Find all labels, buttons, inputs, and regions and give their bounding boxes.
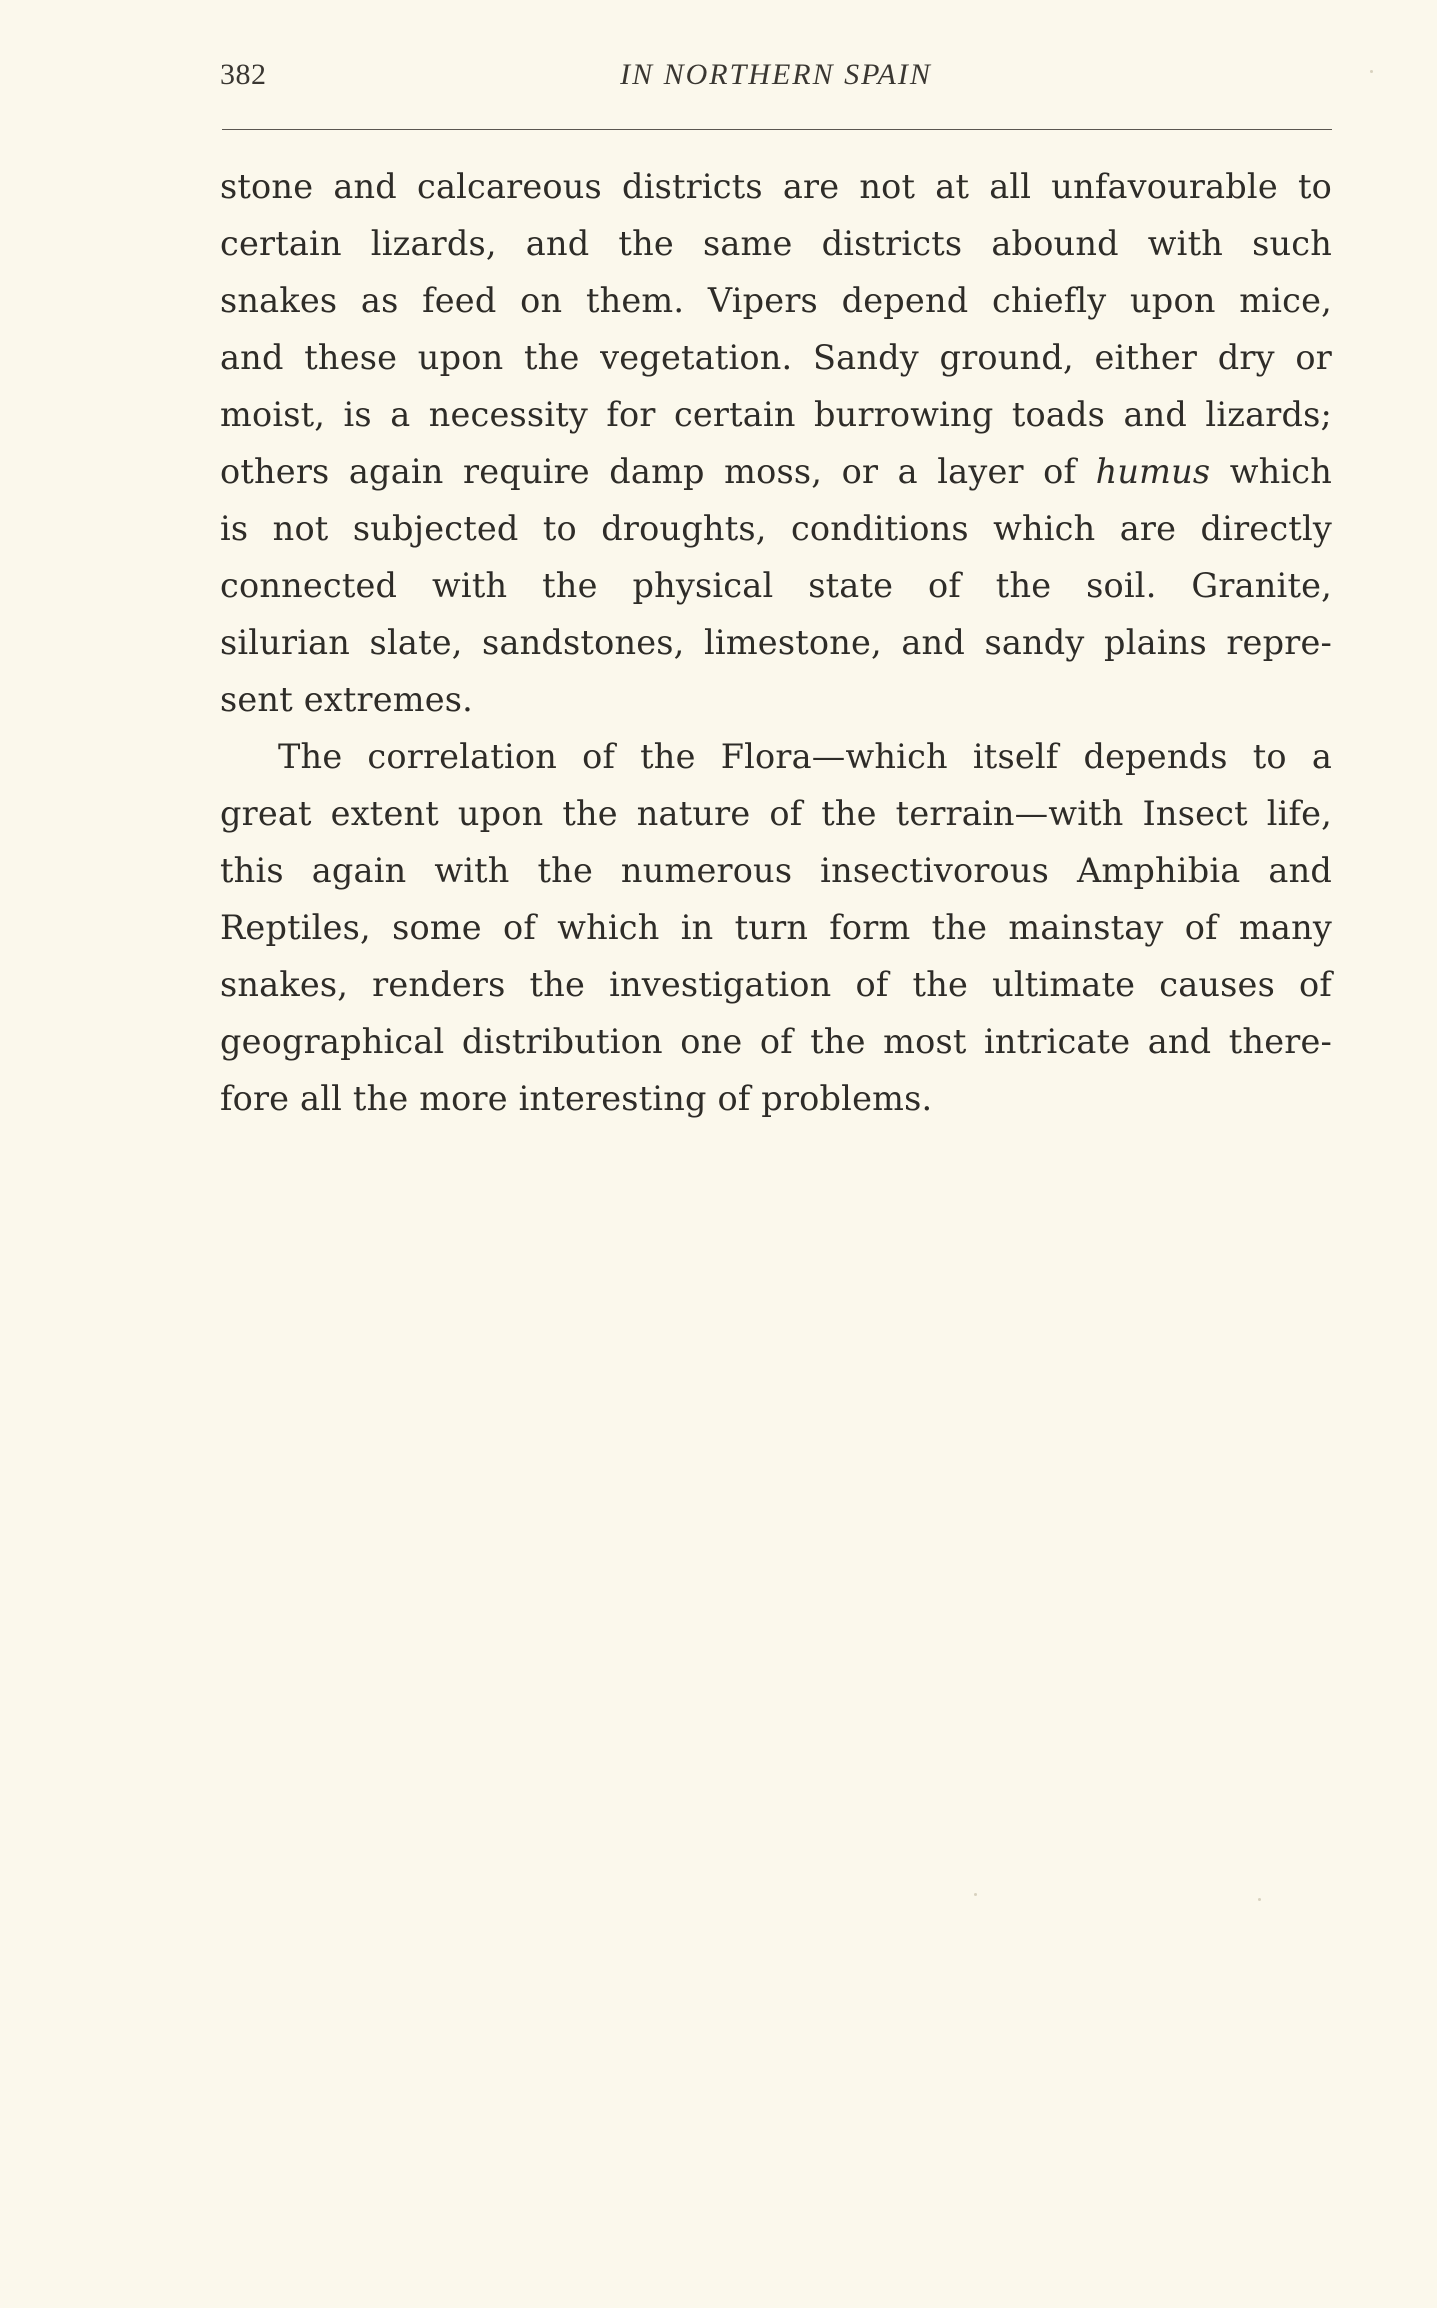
text-line xyxy=(220,386,1332,443)
text-segment: others again require damp moss, or a layer of xyxy=(220,452,1096,491)
text-segment: snakes, renders the investigation of the ultimate causes of xyxy=(220,965,1332,1004)
text-segment: this again with the numerous insectivorous Amphibia and xyxy=(220,851,1332,890)
text-segment: and these upon the vegetation. Sandy ground, either dry or xyxy=(220,338,1332,377)
text-line xyxy=(220,728,1332,785)
text-line xyxy=(220,842,1332,899)
text-segment: which xyxy=(1210,452,1333,491)
running-head xyxy=(218,52,1334,100)
text-line xyxy=(220,899,1332,956)
text-line xyxy=(220,1013,1332,1070)
text-segment: connected with the physical state of the soil. Granite, xyxy=(220,566,1332,605)
text-line xyxy=(220,785,1332,842)
text-segment: moist, is a necessity for certain burrowing toads and lizards; xyxy=(220,395,1332,434)
text-segment: sent extremes. xyxy=(220,680,473,719)
text-line xyxy=(220,614,1332,671)
body-text xyxy=(220,158,1332,1127)
paper-speck xyxy=(1370,70,1373,73)
page-number: 382 xyxy=(220,58,267,91)
text-segment: fore all the more interesting of problems. xyxy=(220,1079,933,1118)
text-segment: stone and calcareous districts are not at all unfavourable to xyxy=(220,167,1332,206)
paper-speck xyxy=(1258,1898,1261,1901)
text-segment: certain lizards, and the same districts abound with such xyxy=(220,224,1332,263)
italic-term: humus xyxy=(1095,452,1211,491)
text-segment: geographical distribution one of the most intricate and there- xyxy=(220,1022,1332,1061)
paper-speck xyxy=(974,1893,977,1896)
text-line xyxy=(220,557,1332,614)
text-segment: great extent upon the nature of the terrain—with Insect life, xyxy=(220,794,1332,833)
text-line xyxy=(220,500,1332,557)
running-title: IN NORTHERN SPAIN xyxy=(620,58,932,91)
text-segment: is not subjected to droughts, conditions which are directly xyxy=(220,509,1332,548)
text-line xyxy=(220,671,1332,728)
text-segment: Reptiles, some of which in turn form the mainstay of many xyxy=(220,908,1332,947)
text-line xyxy=(220,215,1332,272)
text-segment: silurian slate, sandstones, limestone, and sandy plains repre- xyxy=(220,623,1332,662)
text-segment: The correlation of the Flora—which itself depends to a xyxy=(278,737,1332,776)
text-line xyxy=(220,443,1332,500)
text-line xyxy=(220,272,1332,329)
text-segment: snakes as feed on them. Vipers depend chiefly upon mice, xyxy=(220,281,1332,320)
text-line xyxy=(220,956,1332,1013)
text-line xyxy=(220,329,1332,386)
header-rule xyxy=(222,129,1332,130)
text-line xyxy=(220,158,1332,215)
text-line xyxy=(220,1070,1332,1127)
